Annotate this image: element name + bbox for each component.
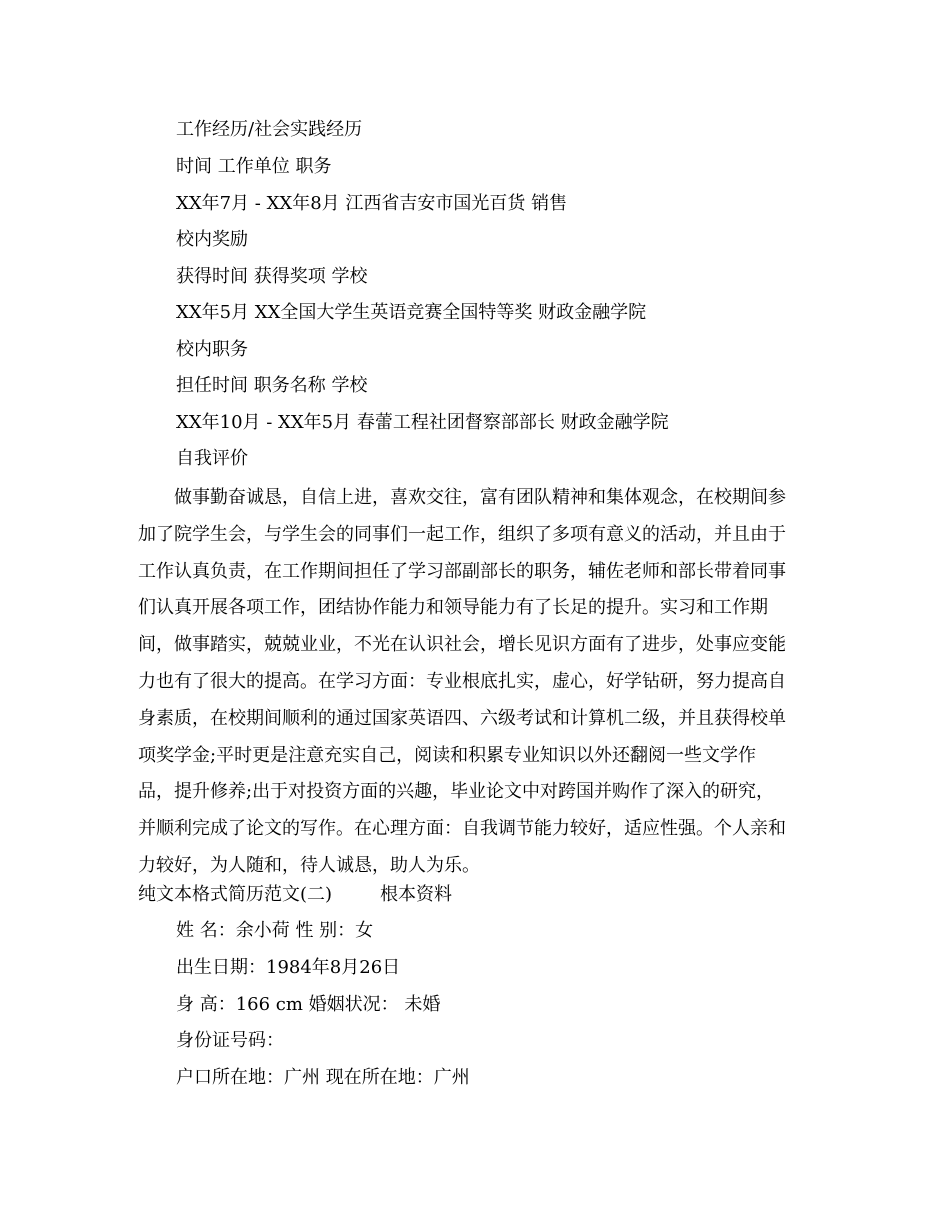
work-experience-entry: XX年7月 - XX年8月 江西省吉安市国光百货 销售 xyxy=(176,193,568,214)
paragraph-line: 力也有了很大的提高。在学习方面：专业根底扎实，虚心，好学钻研，努力提高自 xyxy=(138,670,786,692)
name-gender-line: 姓 名：余小荷 性 别：女 xyxy=(176,920,374,941)
paragraph-line: 品，提升修养;出于对投资方面的兴趣，毕业论文中对跨国并购作了深入的研究， xyxy=(138,781,775,803)
paragraph-line: 做事勤奋诚恳，自信上进，喜欢交往，富有团队精神和集体观念，在校期间参 xyxy=(174,487,786,508)
paragraph-line: 们认真开展各项工作，团结协作能力和领导能力有了长足的提升。实习和工作期 xyxy=(138,597,768,619)
residence-line: 户口所在地：广州 现在所在地：广州 xyxy=(176,1067,470,1088)
sample-two-title-row xyxy=(138,883,452,907)
self-evaluation-heading: 自我评价 xyxy=(176,448,248,469)
awards-heading: 校内奖励 xyxy=(176,229,248,250)
work-experience-columns: 时间 工作单位 职务 xyxy=(176,156,332,177)
awards-entry: XX年5月 XX全国大学生英语竞赛全国特等奖 财政金融学院 xyxy=(176,302,647,323)
paragraph-line: 力较好，为人随和，待人诚恳，助人为乐。 xyxy=(138,854,480,876)
birth-date-line: 出生日期：1984年8月26日 xyxy=(176,957,401,978)
id-number-line: 身份证号码： xyxy=(176,1030,284,1051)
paragraph-line: 并顺利完成了论文的写作。在心理方面：自我调节能力较好，适应性强。个人亲和 xyxy=(138,818,786,840)
basic-info-heading: 根本资料 xyxy=(380,884,453,905)
work-experience-heading: 工作经历/社会实践经历 xyxy=(176,119,363,140)
sample-two-title: 纯文本格式简历范文(二) xyxy=(138,884,333,905)
height-marital-line: 身 高：166 cm 婚姻状况： 未婚 xyxy=(176,994,441,1015)
awards-columns: 获得时间 获得奖项 学校 xyxy=(176,266,368,287)
paragraph-line: 加了院学生会，与学生会的同事们一起工作，组织了多项有意义的活动，并且由于 xyxy=(138,523,786,545)
paragraph-line: 项奖学金;平时更是注意充实自己，阅读和积累专业知识以外还翻阅一些文学作 xyxy=(138,744,757,766)
paragraph-line: 间，做事踏实，兢兢业业，不光在认识社会，增长见识方面有了进步，处事应变能 xyxy=(138,634,786,656)
positions-heading: 校内职务 xyxy=(176,339,248,360)
paragraph-line: 工作认真负责，在工作期间担任了学习部副部长的职务，辅佐老师和部长带着同事 xyxy=(138,560,786,582)
positions-entry: XX年10月 - XX年5月 春蕾工程社团督察部部长 财政金融学院 xyxy=(176,412,669,433)
paragraph-line: 身素质，在校期间顺利的通过国家英语四、六级考试和计算机二级，并且获得校单 xyxy=(138,707,786,729)
self-evaluation-paragraph xyxy=(138,480,814,885)
positions-columns: 担任时间 职务名称 学校 xyxy=(176,375,368,396)
